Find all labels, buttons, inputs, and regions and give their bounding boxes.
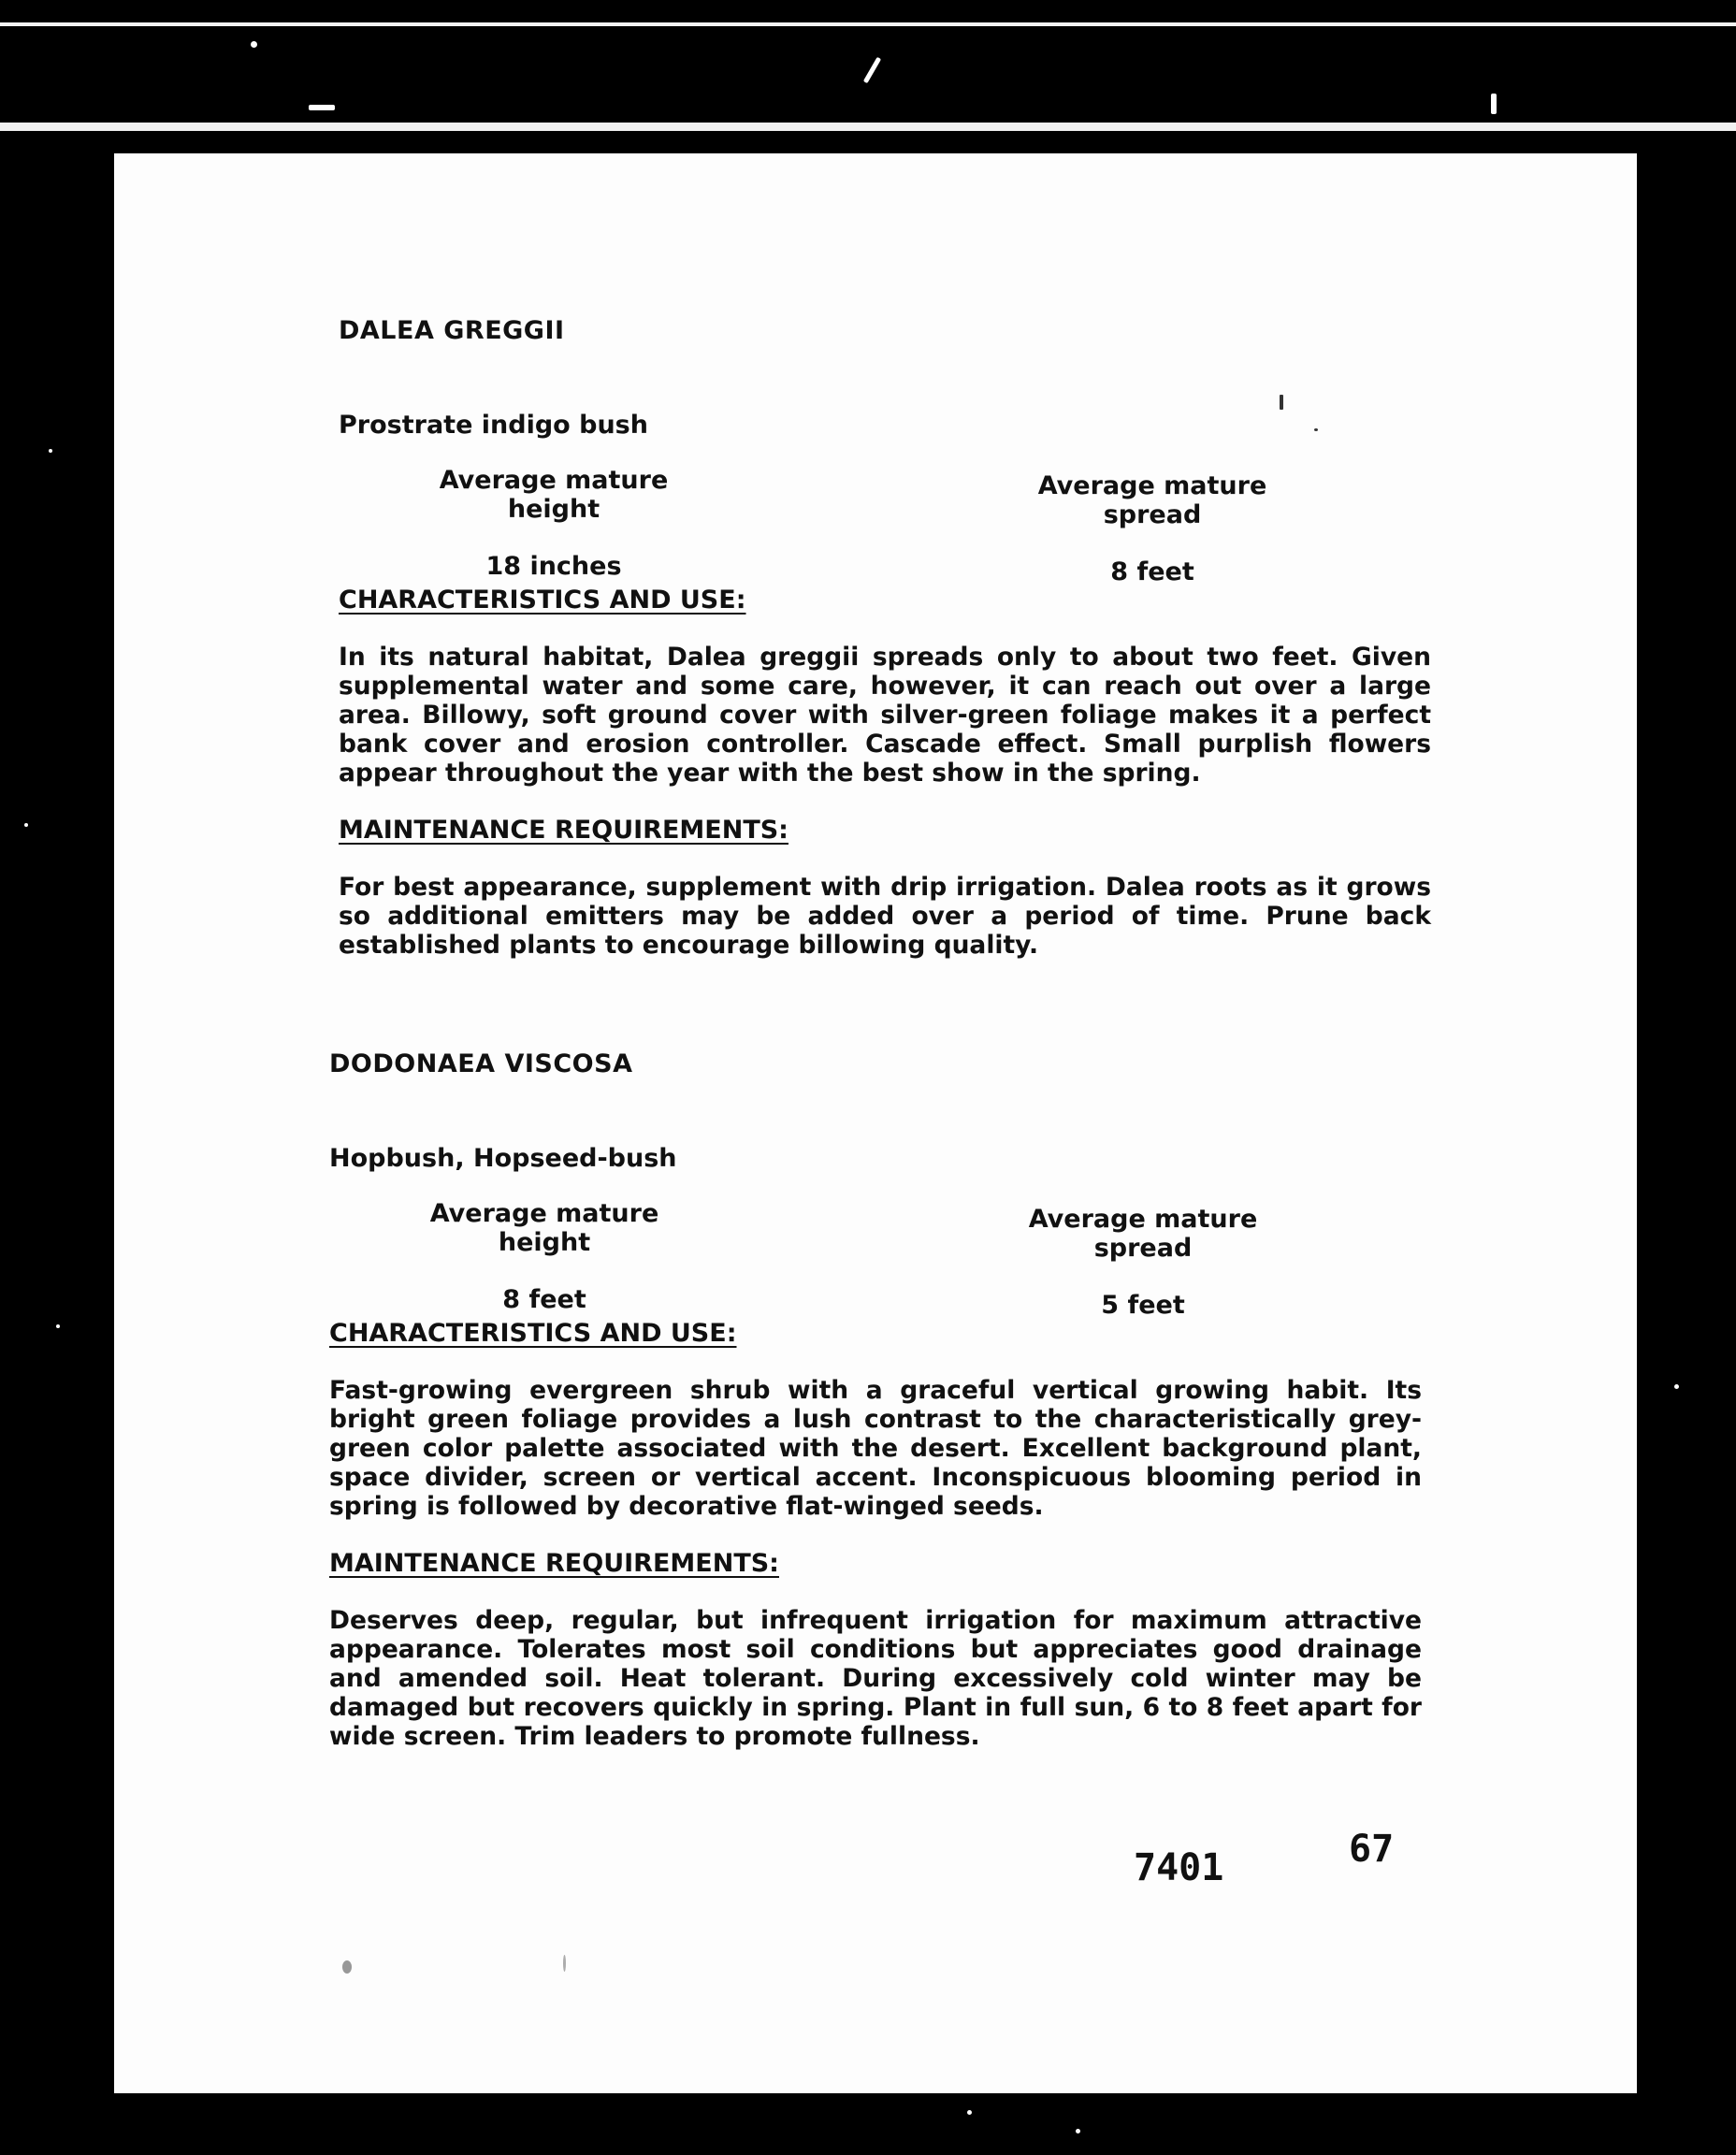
characteristics-heading: CHARACTERISTICS AND USE:: [329, 1319, 737, 1348]
document-page: [114, 153, 1637, 2093]
scan-speck: [1491, 94, 1497, 114]
scan-speck: [49, 449, 52, 453]
mature-height: [395, 466, 713, 581]
scan-speck: [309, 105, 335, 110]
scan-speck: [24, 823, 28, 827]
spread-label: Average mature spread: [1028, 1205, 1258, 1263]
common-name: Hopbush, Hopseed-bush: [329, 1144, 677, 1173]
mature-spread: [984, 1205, 1302, 1320]
scan-speck: [56, 1324, 60, 1328]
spread-value: 8 feet: [1110, 557, 1194, 586]
scan-smudge: [563, 1955, 566, 1972]
height-value: 8 feet: [502, 1285, 586, 1314]
scan-smudge: [1280, 395, 1283, 410]
dimensions: [339, 466, 1555, 586]
height-label: Average mature height: [439, 466, 669, 524]
scientific-name: DALEA GREGGII: [339, 316, 565, 345]
scan-speck: [967, 2110, 972, 2115]
spread-label: Average mature spread: [1037, 471, 1267, 529]
scan-speck: [863, 57, 881, 83]
maintenance-heading: MAINTENANCE REQUIREMENTS:: [329, 1549, 779, 1578]
scan-speck: [1076, 2129, 1080, 2133]
characteristics-text: In its natural habitat, Dalea greggii spreads only to about two feet. Given supplemental water and some care, however, it can reach out over a large area. Billowy, soft ground cover with silver-green foliage makes it a perfect bank cover and erosion controller. Cascade effect. Small purplish flowers appear throughout the year with the best show in the spring.: [339, 643, 1431, 788]
height-value: 18 inches: [485, 552, 622, 581]
reference-number: 7401: [1134, 1846, 1224, 1889]
scan-edge-line-top: [0, 22, 1736, 26]
scan-speck: [251, 41, 257, 48]
scan-smudge: [1314, 428, 1318, 431]
page-number: 67: [1349, 1828, 1395, 1871]
plant-entry: [329, 1049, 1545, 1751]
mature-spread: [993, 471, 1311, 586]
common-name: Prostrate indigo bush: [339, 411, 648, 440]
mature-height: [385, 1199, 703, 1314]
plant-entry: [339, 316, 1555, 960]
maintenance-text: Deserves deep, regular, but infrequent irrigation for maximum attractive appearance. Tolerates most soil conditions but appreciates good drainage and amended soil. Heat tolerant. During excessively cold winter may be damaged but recovers quickly in spring. Plant in full sun, 6 to 8 feet apart for wide screen. Trim leaders to promote fullness.: [329, 1606, 1422, 1751]
characteristics-text: Fast-growing evergreen shrub with a graceful vertical growing habit. Its bright green foliage provides a lush contrast to the characteristically grey-green color palette associated with the desert. Excellent background plant, space divider, screen or vertical accent. Inconspicuous blooming period in spring is followed by decorative flat-winged seeds.: [329, 1376, 1422, 1521]
scan-speck: [1674, 1384, 1679, 1389]
maintenance-text: For best appearance, supplement with drip irrigation. Dalea roots as it grows so additional emitters may be added over a period of time. Prune back established plants to encourage billowing quality.: [339, 873, 1431, 960]
scan-edge-line: [0, 123, 1736, 131]
dimensions: [329, 1199, 1545, 1320]
maintenance-heading: MAINTENANCE REQUIREMENTS:: [339, 816, 788, 845]
height-label: Average mature height: [429, 1199, 659, 1257]
spread-value: 5 feet: [1101, 1291, 1185, 1320]
scan-smudge: [342, 1960, 352, 1974]
scientific-name: DODONAEA VISCOSA: [329, 1049, 633, 1078]
characteristics-heading: CHARACTERISTICS AND USE:: [339, 586, 746, 615]
